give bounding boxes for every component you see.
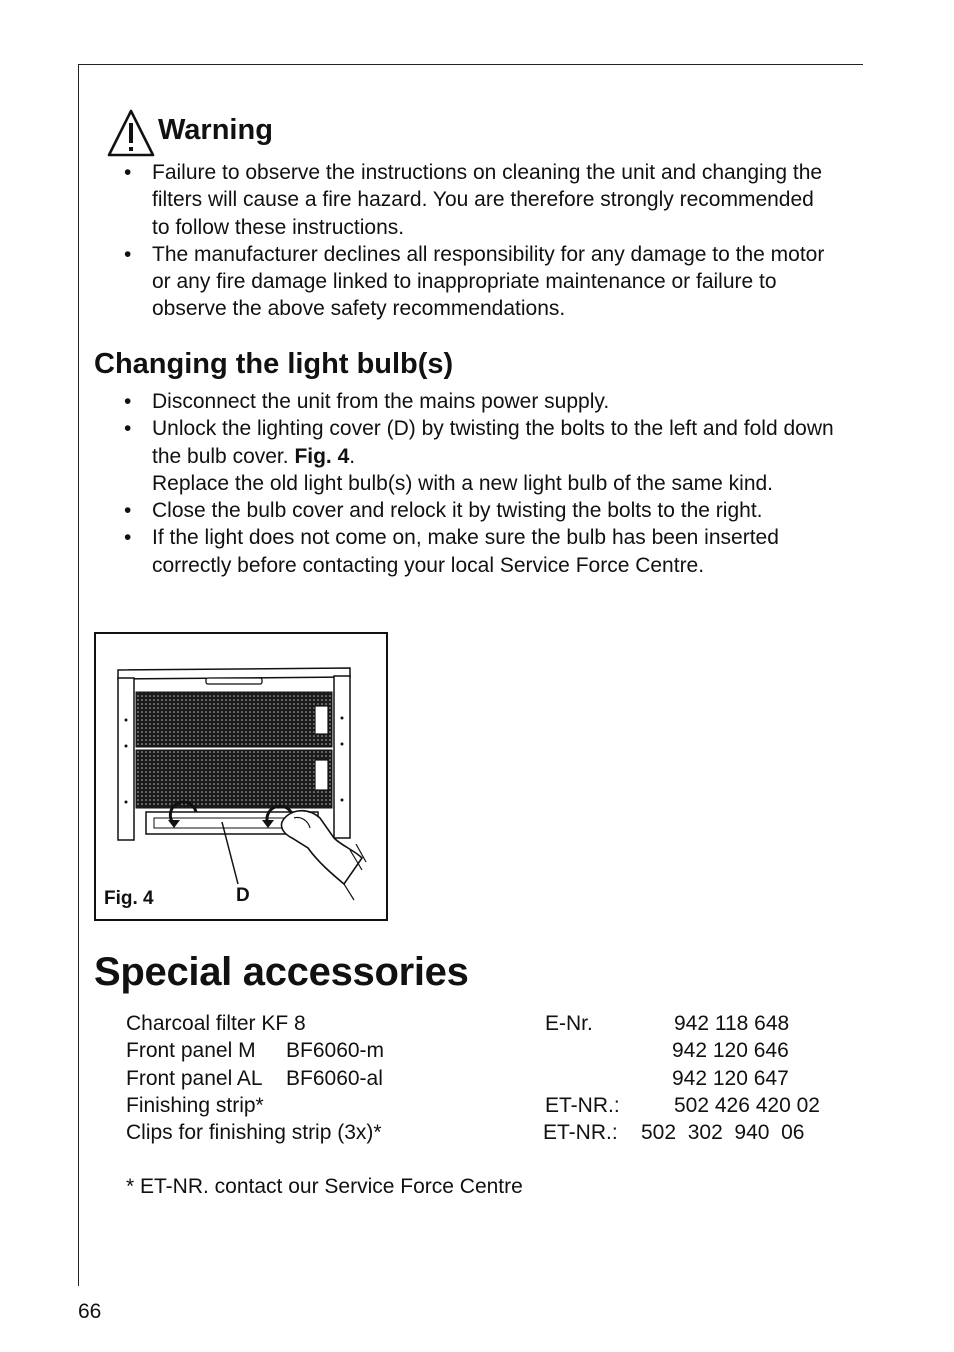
accessories-table xyxy=(126,1012,846,1148)
range-hood-illustration xyxy=(96,634,386,919)
warning-title: Warning xyxy=(158,113,273,146)
table-row xyxy=(126,1039,846,1066)
bulb-step-4: If the light does not come on, make sure the bulb has been inserted correctly before contacting your local Service Force Centre. xyxy=(152,526,779,577)
warning-item-2: The manufacturer declines all responsibility for any damage to the motor or any fire damage linked to inappropriate maintenance or failure to observe the above safety recommendations. xyxy=(152,242,825,321)
accessory-name: Front panel M xyxy=(126,1039,256,1063)
list-item: • Failure to observe the instructions on cleaning the unit and changing the filters will cause a fire hazard. You are therefore strongly recommended to follow these instructions. xyxy=(124,161,823,239)
table-row xyxy=(126,1121,846,1148)
special-accessories-title: Special accessories xyxy=(94,950,469,994)
bulb-step-2: Unlock the lighting cover (D) by twisting the bolts to the left and fold down the bulb cover. xyxy=(152,417,834,468)
list-item: • The manufacturer declines all responsibility for any damage to the motor or any fire damage linked to inappropriate maintenance or failure to observe the above safety recommendations. xyxy=(124,242,825,321)
bulb-steps-list xyxy=(124,388,834,579)
accessory-name: Front panel AL xyxy=(126,1066,263,1090)
bulb-step-2-continuation: Replace the old light bulb(s) with a new light bulb of the same kind. xyxy=(152,471,774,495)
accessory-name: Clips for finishing strip (3x)* xyxy=(126,1121,382,1145)
figure-4 xyxy=(94,632,388,921)
warning-list xyxy=(124,159,834,323)
bulb-step-1: Disconnect the unit from the mains power supply. xyxy=(152,390,610,413)
table-row xyxy=(126,1094,846,1121)
accessory-nr-label: E-Nr. xyxy=(545,1012,593,1035)
warning-item-1: Failure to observe the instructions on cleaning the unit and changing the filters will cause a fire hazard. You are therefore strongly recommended to follow these instructions. xyxy=(152,161,823,239)
accessory-name: Finishing strip* xyxy=(126,1093,264,1117)
list-item: • Close the bulb cover and relock it by twisting the bolts to the right. xyxy=(124,499,763,523)
figure-label-d: D xyxy=(236,885,250,906)
left-rule xyxy=(78,64,79,1286)
accessory-code: BF6060-m xyxy=(286,1039,385,1063)
top-rule xyxy=(78,64,863,65)
table-row xyxy=(126,1067,846,1094)
figure-caption: Fig. 4 xyxy=(104,888,154,909)
list-item: • Disconnect the unit from the mains power supply. xyxy=(124,390,610,413)
list-item: • If the light does not come on, make sure the bulb has been inserted correctly before contacting your local Service Force Centre. xyxy=(124,526,779,577)
table-row xyxy=(126,1012,846,1039)
accessories-footnote: * ET-NR. contact our Service Force Centre xyxy=(126,1175,523,1198)
accessory-number: 502 426 420 02 xyxy=(674,1093,820,1117)
accessory-number: 942 120 647 xyxy=(672,1066,789,1090)
page-number: 66 xyxy=(78,1300,102,1323)
figure-reference: Fig. 4 xyxy=(294,444,350,468)
section-title-light-bulb: Changing the light bulb(s) xyxy=(94,348,454,380)
bulb-step-3: Close the bulb cover and relock it by twisting the bolts to the right. xyxy=(152,499,763,523)
accessory-nr-label: ET-NR.: xyxy=(543,1121,618,1145)
warning-triangle-icon xyxy=(106,108,156,158)
accessory-code: BF6060-al xyxy=(286,1066,383,1090)
accessory-number: 942 120 646 xyxy=(672,1039,789,1063)
accessory-name: Charcoal filter KF 8 xyxy=(126,1012,306,1035)
warning-heading xyxy=(106,108,273,158)
accessory-number: 942 118 648 xyxy=(674,1012,790,1035)
accessory-nr-label: ET-NR.: xyxy=(545,1093,620,1117)
accessory-number: 502 302 940 06 xyxy=(641,1121,805,1145)
list-item: • Unlock the lighting cover (D) by twisting the bolts to the left and fold down the bulb cover. Fig. 4. Replace the old light bulb(s) with a new light bulb of the same kind. xyxy=(124,417,834,495)
